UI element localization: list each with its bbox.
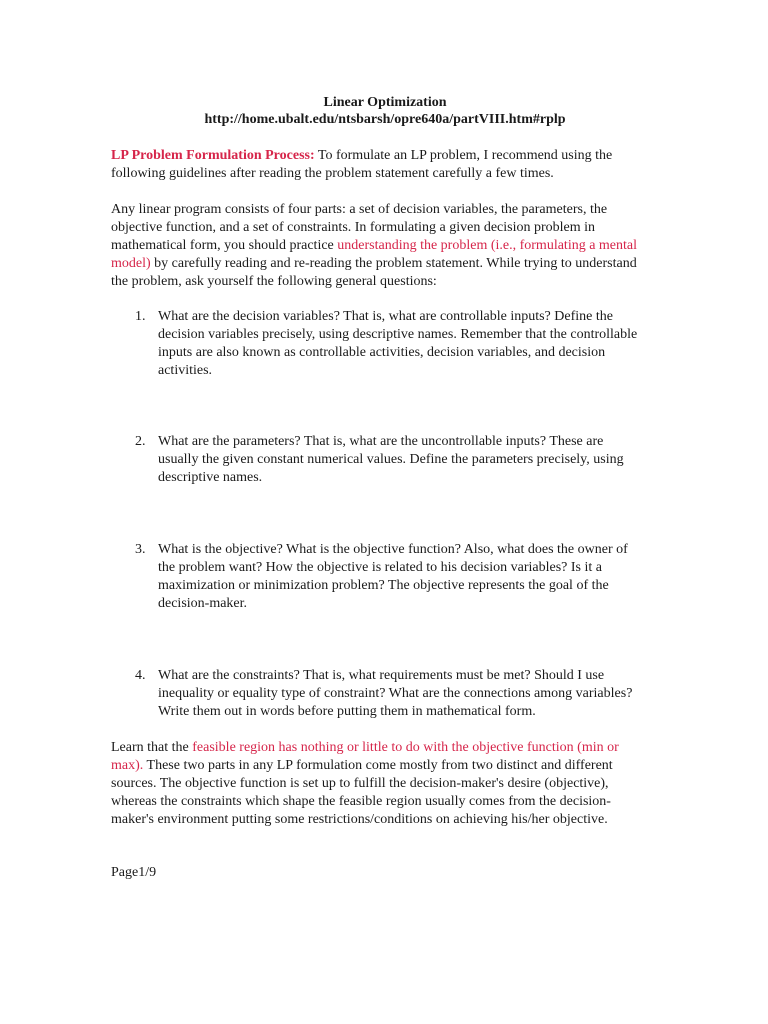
parts-highlight: understanding the problem (i.e., formulating a mental model) — [111, 238, 638, 271]
feasible-region-paragraph — [111, 739, 651, 829]
parts-text-after: by carefully reading and re-reading the problem statement. While trying to understand the problem, ask yourself the following general questions: — [111, 256, 637, 289]
parts-text-before: Any linear program consists of four parts: a set of decision variables, the parameters, the objective function, and a set of constraints. In formulating a given decision problem in mathematical form, you should practice — [111, 202, 608, 253]
intro-lead: LP Problem Formulation Process: — [111, 148, 315, 163]
list-item-number: 1. — [135, 309, 146, 324]
list-item-text: What is the objective? What is the objective function? Also, what does the owner of the problem want? How the objective is related to his decision variables? Is it a maximization or minimization problem? The objective represents the goal of the decision-maker. — [158, 542, 628, 611]
list-item-text: What are the constraints? That is, what requirements must be met? Should I use inequality or equality type of constraint? What are the connections among variables? Write them out in words before putting them in mathematical form. — [158, 668, 633, 719]
list-item-number: 4. — [135, 668, 146, 683]
intro-text: To formulate an LP problem, I recommend using the following guidelines after reading the problem statement carefully a few times. — [111, 148, 613, 181]
list-item-number: 3. — [135, 542, 146, 557]
feasible-text-before: Learn that the — [111, 740, 193, 755]
feasible-highlight: feasible region has nothing or little to do with the objective function (min or max). — [111, 740, 619, 773]
page-number: Page1/9 — [111, 865, 157, 880]
intro-paragraph — [111, 147, 651, 183]
list-item-number: 2. — [135, 434, 146, 449]
list-item-text: What are the parameters? That is, what are the uncontrollable inputs? These are usually the given constant numerical values. Define the parameters precisely, using descriptive names. — [158, 434, 624, 485]
document-title: Linear Optimization — [323, 95, 447, 110]
four-parts-paragraph — [111, 201, 651, 291]
list-item-text: What are the decision variables? That is, what are controllable inputs? Define the decision variables precisely, using descriptive names. Remember that the controllable inputs are also known as controllable activities, decision variables, and decision activities. — [158, 309, 638, 378]
feasible-text-after: These two parts in any LP formulation come mostly from two distinct and different sources. The objective function is set up to fulfill the decision-maker's desire (objective), whereas the constraints which shape the feasible region usually comes from the decision-maker's environment putting some restrictions/conditions on achieving his/her objective. — [111, 758, 613, 827]
source-url: http://home.ubalt.edu/ntsbarsh/opre640a/partVIII.htm#rplp — [204, 112, 566, 127]
